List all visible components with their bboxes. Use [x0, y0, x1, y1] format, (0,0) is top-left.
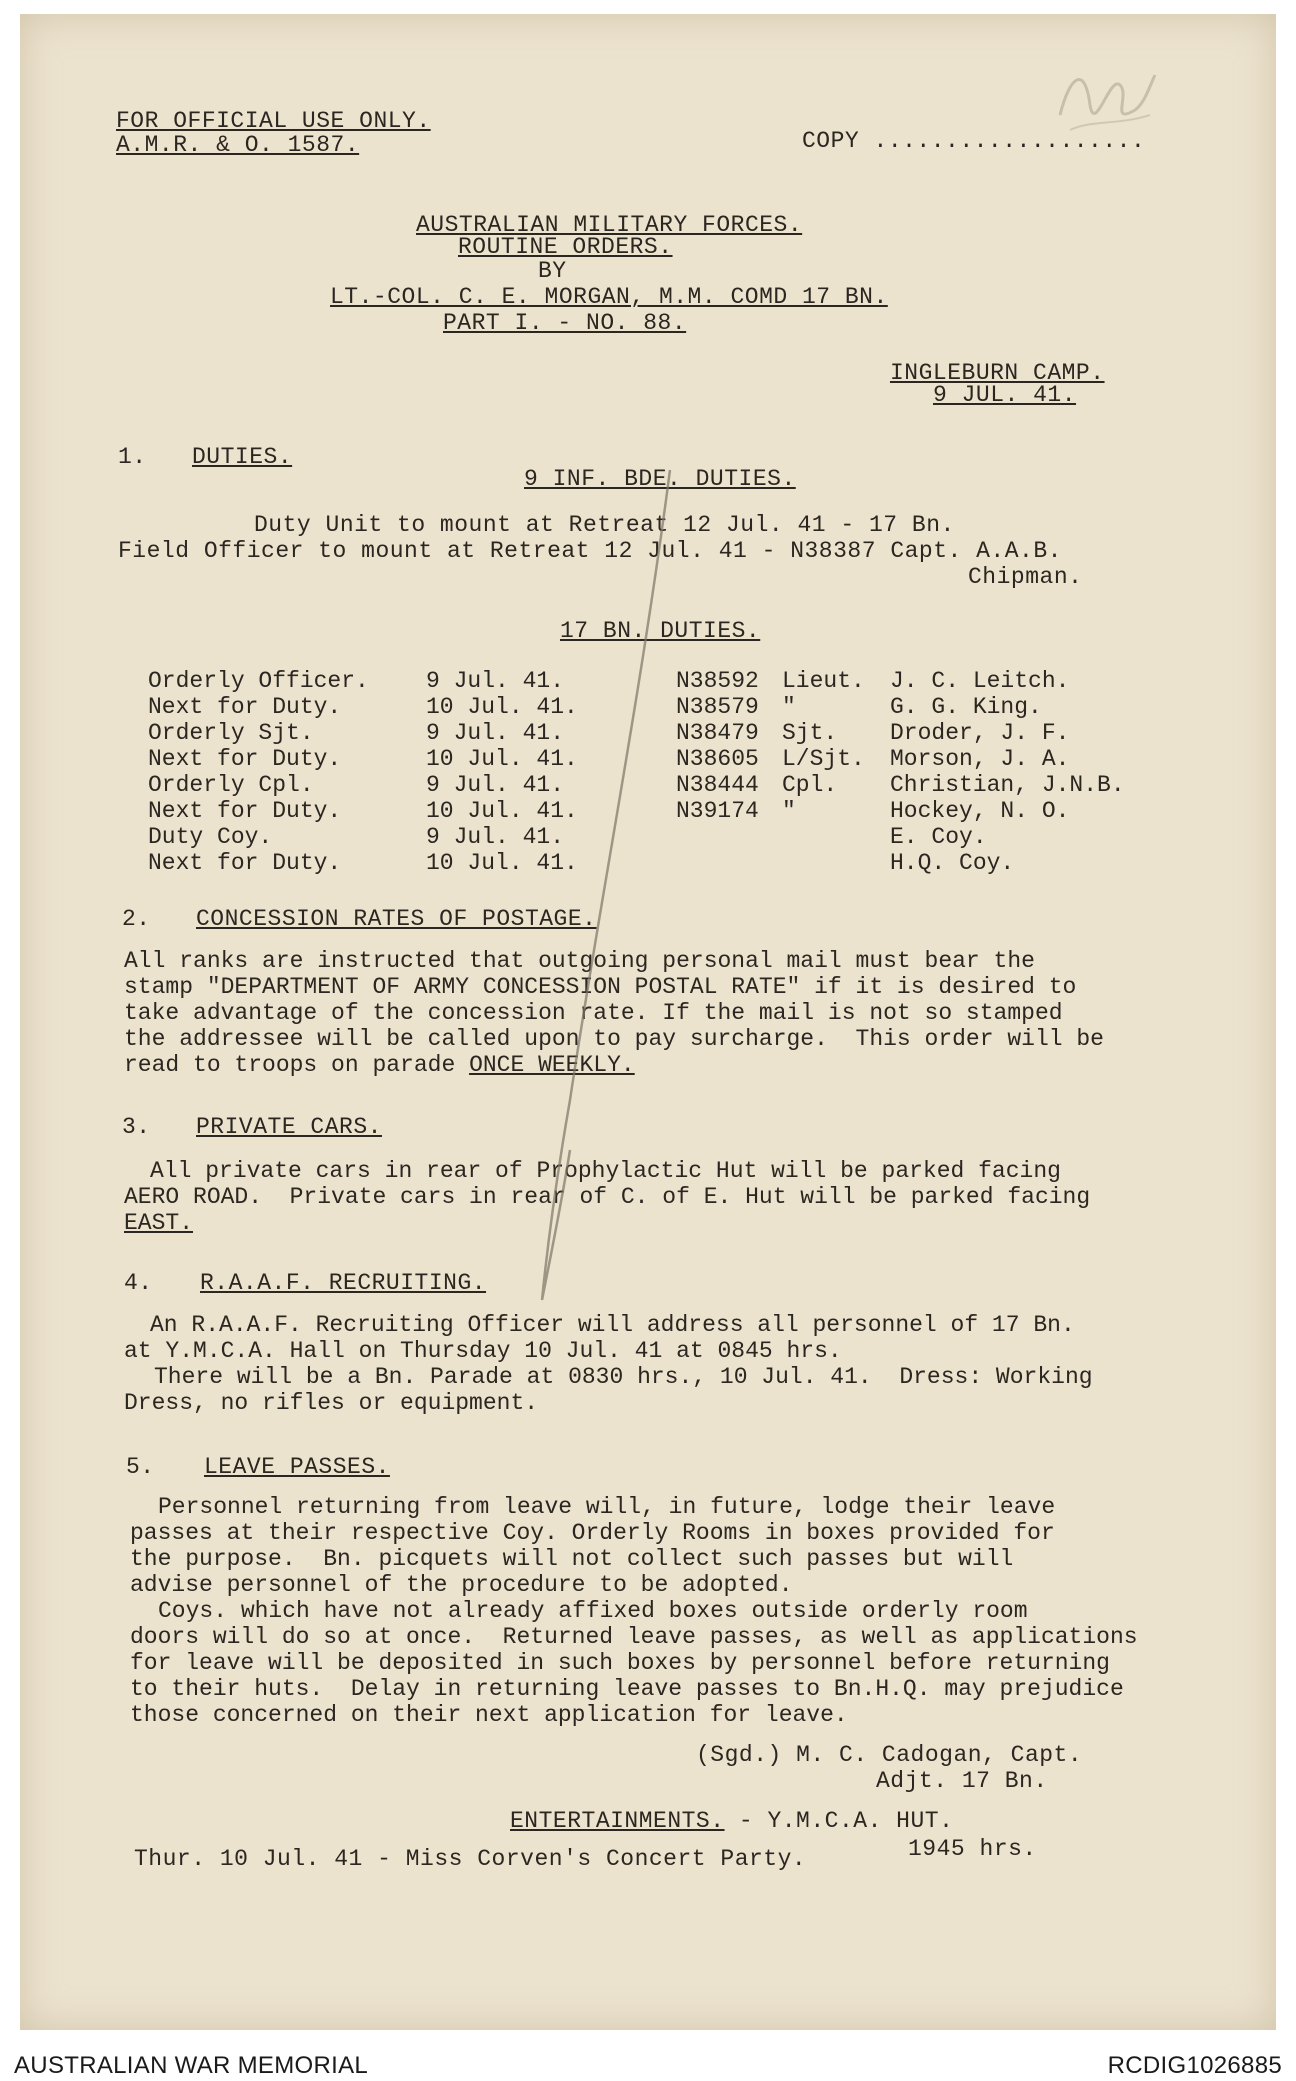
- duty-name: Droder, J. F.: [890, 720, 1070, 746]
- duty-rank: Lieut.: [782, 668, 865, 694]
- section-3-line-1: All private cars in rear of Prophylactic Hut will be parked facing: [150, 1158, 1061, 1184]
- title-part-number: PART I. - NO. 88.: [443, 310, 687, 336]
- section-4-line-3: There will be a Bn. Parade at 0830 hrs., 10 Jul. 41. Dress: Working: [154, 1364, 1093, 1390]
- section-3-heading: PRIVATE CARS.: [196, 1114, 382, 1140]
- archive-footer: [0, 2046, 1296, 2081]
- brigade-duties-heading: 9 INF. BDE. DUTIES.: [524, 466, 796, 492]
- title-routine-orders: ROUTINE ORDERS.: [458, 234, 673, 260]
- east-emphasis: EAST.: [124, 1210, 194, 1236]
- battalion-duties-heading: 17 BN. DUTIES.: [560, 618, 761, 644]
- concert-time: 1945 hrs.: [908, 1836, 1037, 1862]
- footer-institution: AUSTRALIAN WAR MEMORIAL: [14, 2052, 369, 2079]
- section-2-number: 2.: [122, 906, 151, 932]
- section-5-line-8: to their huts. Delay in returning leave passes to Bn.H.Q. may prejudice: [130, 1676, 1124, 1702]
- section-2-line-4: the addressee will be called upon to pay surcharge. This order will be: [124, 1026, 1104, 1052]
- section-5-line-5: Coys. which have not already affixed boxes outside orderly room: [158, 1598, 1028, 1624]
- section-1-heading: DUTIES.: [192, 444, 293, 470]
- duty-name: Christian, J.N.B.: [890, 772, 1125, 798]
- duty-role: Next for Duty.: [148, 746, 342, 772]
- duty-number: N38479: [676, 720, 759, 746]
- amr-reference: A.M.R. & O. 1587.: [116, 132, 360, 158]
- section-4-line-4: Dress, no rifles or equipment.: [124, 1390, 539, 1416]
- duty-role: Orderly Officer.: [148, 668, 369, 694]
- once-weekly-emphasis: ONCE WEEKLY.: [469, 1052, 635, 1078]
- duty-date: 10 Jul. 41.: [426, 850, 578, 876]
- duty-name: G. G. King.: [890, 694, 1042, 720]
- section-2-heading: CONCESSION RATES OF POSTAGE.: [196, 906, 597, 932]
- duty-rank: ": [782, 798, 796, 824]
- field-officer-name-cont: Chipman.: [968, 564, 1083, 590]
- field-officer-line: Field Officer to mount at Retreat 12 Jul. 41 - N38387 Capt. A.A.B.: [118, 538, 1062, 564]
- duty-rank: Cpl.: [782, 772, 838, 798]
- duty-date: 9 Jul. 41.: [426, 668, 565, 694]
- duty-rank: Sjt.: [782, 720, 838, 746]
- duty-rank: ": [782, 694, 796, 720]
- section-2-line-1: All ranks are instructed that outgoing personal mail must bear the: [124, 948, 1035, 974]
- entertainments-venue: - Y.M.C.A. HUT.: [724, 1808, 954, 1834]
- section-5-line-3: the purpose. Bn. picquets will not collect such passes but will: [130, 1546, 1014, 1572]
- camp-name: INGLEBURN CAMP.: [890, 360, 1105, 386]
- section-5-line-2: passes at their respective Coy. Orderly Rooms in boxes provided for: [130, 1520, 1055, 1546]
- signature-line: (Sgd.) M. C. Cadogan, Capt.: [696, 1742, 1083, 1768]
- footer-reference: RCDIG1026885: [1107, 2052, 1282, 2079]
- duty-number: N38592: [676, 668, 759, 694]
- duty-date: 10 Jul. 41.: [426, 746, 578, 772]
- title-by: BY: [538, 258, 567, 284]
- duty-role: Orderly Sjt.: [148, 720, 314, 746]
- copy-label: COPY ...................: [802, 128, 1146, 154]
- section-5-number: 5.: [126, 1454, 155, 1480]
- duty-name: H.Q. Coy.: [890, 850, 1015, 876]
- entertainments-heading-line: [510, 1808, 953, 1834]
- duty-rank: L/Sjt.: [782, 746, 865, 772]
- section-5-line-6: doors will do so at once. Returned leave passes, as well as applications: [130, 1624, 1138, 1650]
- title-forces: AUSTRALIAN MILITARY FORCES.: [416, 212, 803, 238]
- section-4-number: 4.: [124, 1270, 153, 1296]
- official-use-label: FOR OFFICIAL USE ONLY.: [116, 108, 431, 134]
- section-4-heading: R.A.A.F. RECRUITING.: [200, 1270, 487, 1296]
- duty-date: 9 Jul. 41.: [426, 772, 565, 798]
- section-5-line-1: Personnel returning from leave will, in future, lodge their leave: [158, 1494, 1056, 1520]
- section-5-line-4: advise personnel of the procedure to be adopted.: [130, 1572, 793, 1598]
- duty-name: J. C. Leitch.: [890, 668, 1070, 694]
- signature-title: Adjt. 17 Bn.: [876, 1768, 1048, 1794]
- duty-number: N38605: [676, 746, 759, 772]
- title-commander: LT.-COL. C. E. MORGAN, M.M. COMD 17 BN.: [330, 284, 888, 310]
- section-5-line-7: for leave will be deposited in such boxes by personnel before returning: [130, 1650, 1110, 1676]
- section-2-line-3: take advantage of the concession rate. If the mail is not so stamped: [124, 1000, 1063, 1026]
- section-4-line-2: at Y.M.C.A. Hall on Thursday 10 Jul. 41 at 0845 hrs.: [124, 1338, 842, 1364]
- duty-role: Duty Coy.: [148, 824, 273, 850]
- section-3-line-2: AERO ROAD. Private cars in rear of C. of E. Hut will be parked facing: [124, 1184, 1091, 1210]
- section-2-line-5-text: read to troops on parade: [124, 1052, 470, 1078]
- duty-name: E. Coy.: [890, 824, 987, 850]
- duty-date: 9 Jul. 41.: [426, 720, 565, 746]
- duty-unit-line: Duty Unit to mount at Retreat 12 Jul. 41 - 17 Bn.: [254, 512, 955, 538]
- entertainments-heading: ENTERTAINMENTS.: [510, 1808, 725, 1834]
- duty-number: N39174: [676, 798, 759, 824]
- section-2-line-2: stamp "DEPARTMENT OF ARMY CONCESSION POSTAL RATE" if it is desired to: [124, 974, 1077, 1000]
- duty-name: Morson, J. A.: [890, 746, 1070, 772]
- concert-line: Thur. 10 Jul. 41 - Miss Corven's Concert Party.: [134, 1846, 807, 1872]
- duty-role: Next for Duty.: [148, 850, 342, 876]
- order-date: 9 JUL. 41.: [933, 382, 1077, 408]
- section-4-line-1: An R.A.A.F. Recruiting Officer will address all personnel of 17 Bn.: [150, 1312, 1075, 1338]
- section-2-line-5: [124, 1052, 635, 1078]
- section-5-line-9: those concerned on their next application for leave.: [130, 1702, 848, 1728]
- duty-number: N38444: [676, 772, 759, 798]
- section-3-number: 3.: [122, 1114, 151, 1140]
- duty-role: Next for Duty.: [148, 694, 342, 720]
- duty-date: 10 Jul. 41.: [426, 694, 578, 720]
- duty-date: 9 Jul. 41.: [426, 824, 565, 850]
- duty-role: Orderly Cpl.: [148, 772, 314, 798]
- duty-name: Hockey, N. O.: [890, 798, 1070, 824]
- duty-role: Next for Duty.: [148, 798, 342, 824]
- duty-date: 10 Jul. 41.: [426, 798, 578, 824]
- section-5-heading: LEAVE PASSES.: [204, 1454, 390, 1480]
- section-1-number: 1.: [118, 444, 147, 470]
- duty-number: N38579: [676, 694, 759, 720]
